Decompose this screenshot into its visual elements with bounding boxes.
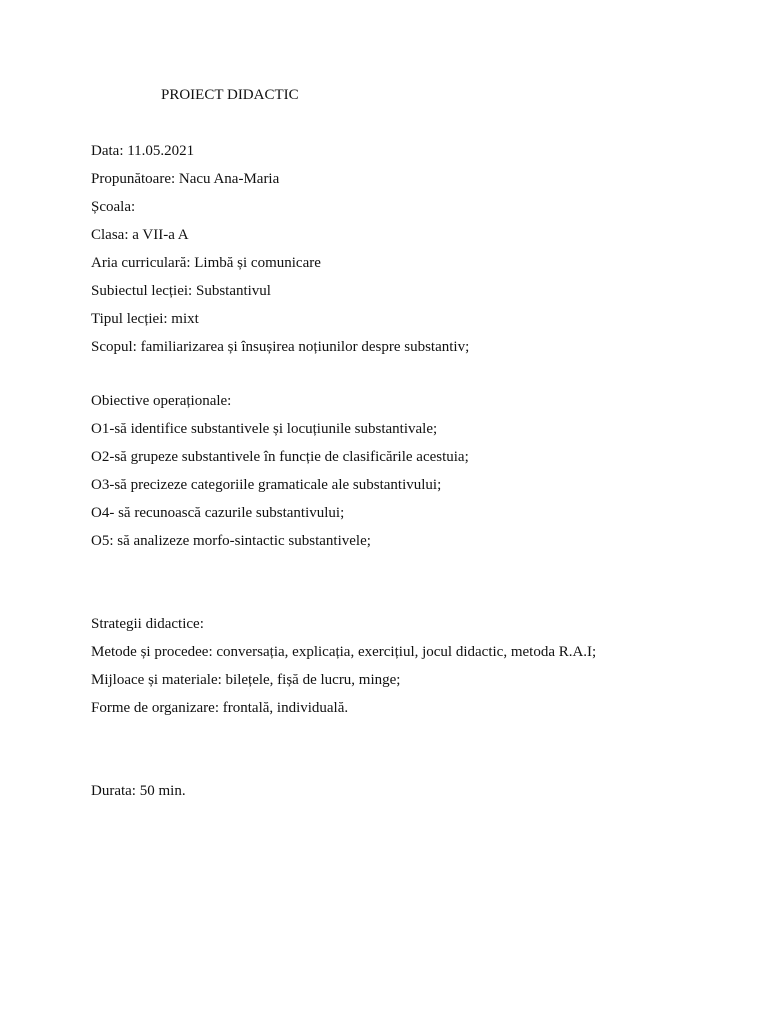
strategies-heading: Strategii didactice: bbox=[91, 616, 204, 632]
methods-line: Metode și procedee: conversația, explicația, exercițiul, jocul didactic, metoda R.A.I; bbox=[91, 644, 597, 660]
objective-item: O5: să analizeze morfo-sintactic substantivele; bbox=[91, 533, 371, 549]
objective-item: O4- să recunoască cazurile substantivului; bbox=[91, 505, 345, 521]
materials-line: Mijloace și materiale: bilețele, fișă de lucru, minge; bbox=[91, 672, 401, 688]
date-line: Data: 11.05.2021 bbox=[91, 143, 195, 159]
page-title: PROIECT DIDACTIC bbox=[161, 87, 299, 103]
duration-line: Durata: 50 min. bbox=[91, 783, 186, 799]
school-line: Școala: bbox=[91, 199, 136, 215]
objective-item: O1-să identifice substantivele și locuțiunile substantivale; bbox=[91, 421, 438, 437]
organization-line: Forme de organizare: frontală, individuală. bbox=[91, 700, 349, 716]
class-line: Clasa: a VII-a A bbox=[91, 227, 189, 243]
purpose-line: Scopul: familiarizarea și însușirea noțiunilor despre substantiv; bbox=[91, 339, 470, 355]
objective-item: O3-să precizeze categoriile gramaticale ale substantivului; bbox=[91, 477, 442, 493]
objectives-heading: Obiective operaționale: bbox=[91, 393, 232, 409]
author-line: Propunătoare: Nacu Ana-Maria bbox=[91, 171, 280, 187]
objective-item: O2-să grupeze substantivele în funcție de clasificările acestuia; bbox=[91, 449, 469, 465]
subject-line: Subiectul lecției: Substantivul bbox=[91, 283, 271, 299]
curricular-area-line: Aria curriculară: Limbă și comunicare bbox=[91, 255, 321, 271]
lesson-type-line: Tipul lecției: mixt bbox=[91, 311, 199, 327]
